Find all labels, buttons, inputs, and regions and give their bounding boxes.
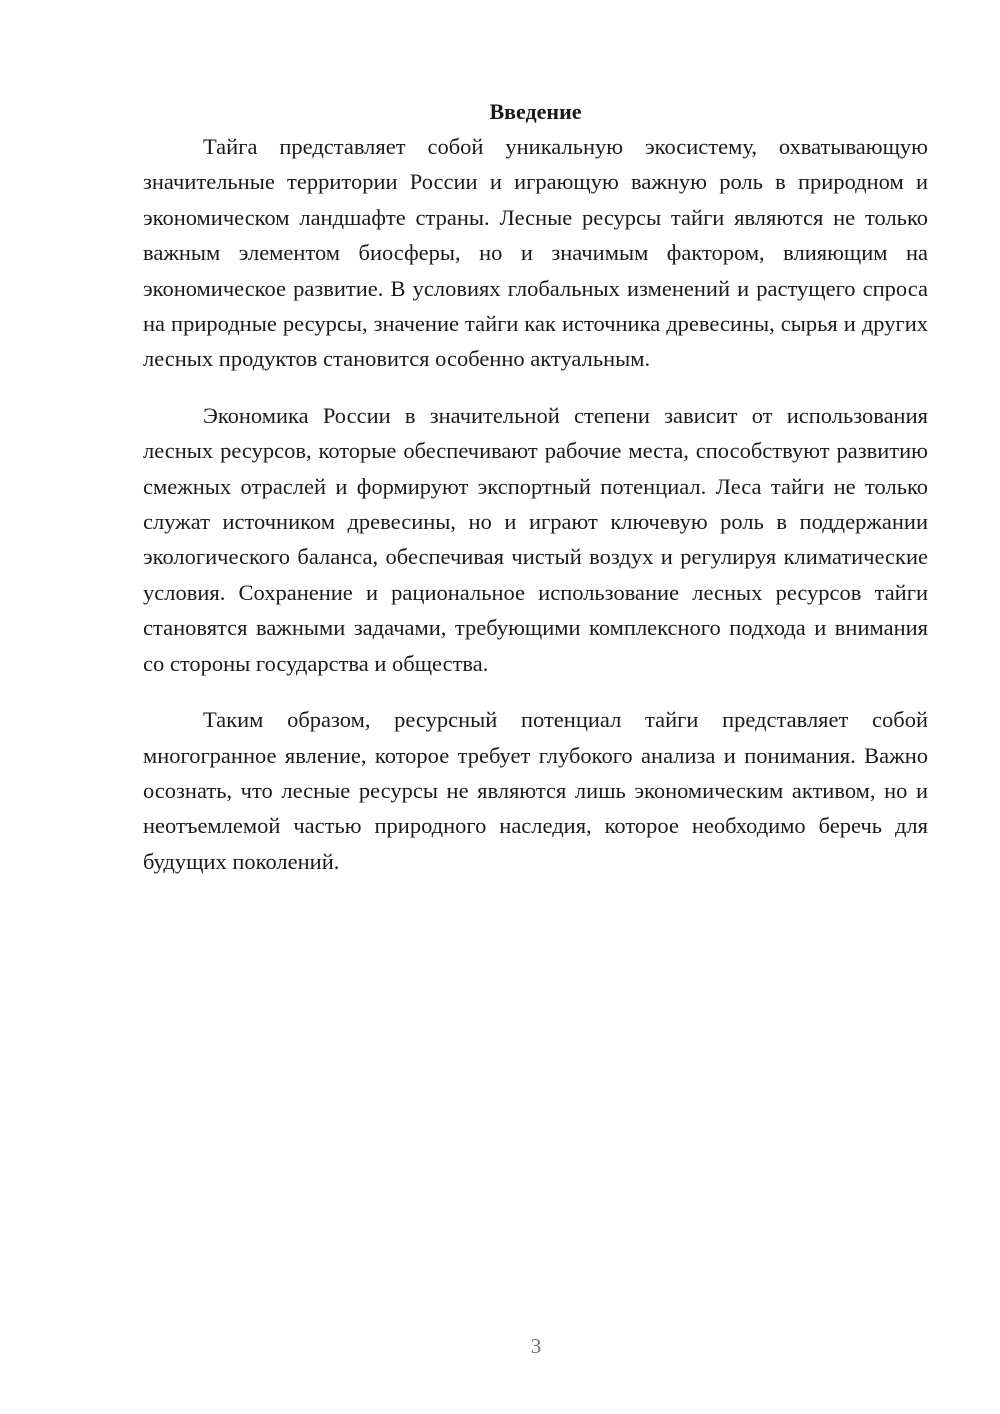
- paragraph-1: Тайга представляет собой уникальную экосистему, охватывающую значительные территории России и играющую важную роль в природном и экономическом ландшафте страны. Лесные ресурсы тайги являются не только важным элементом биосферы, но и значимым фактором, влияющим на экономическое развитие. В условиях глобальных изменений и растущего спроса на природные ресурсы, значение тайги как источника древесины, сырья и других лесных продуктов становится особенно актуальным.: [143, 134, 928, 372]
- paragraph-3: Таким образом, ресурсный потенциал тайги представляет собой многогранное явление, которое требует глубокого анализа и понимания. Важно осознать, что лесные ресурсы не являются лишь экономическим активом, но и неотъемлемой частью природного наследия, которое необходимо беречь для будущих поколений.: [143, 707, 928, 874]
- page-number: 3: [530, 1334, 542, 1358]
- document-body: [143, 94, 928, 879]
- section-title: Введение: [489, 99, 582, 124]
- paragraph-2: Экономика России в значительной степени зависит от использования лесных ресурсов, которые обеспечивают рабочие места, способствуют развитию смежных отраслей и формируют экспортный потенциал. Леса тайги не только служат источником древесины, но и играют ключевую роль в поддержании экологического баланса, обеспечивая чистый воздух и регулируя климатические условия. Сохранение и рациональное использование лесных ресурсов тайги становятся важными задачами, требующими комплексного подхода и внимания со стороны государства и общества.: [143, 402, 928, 676]
